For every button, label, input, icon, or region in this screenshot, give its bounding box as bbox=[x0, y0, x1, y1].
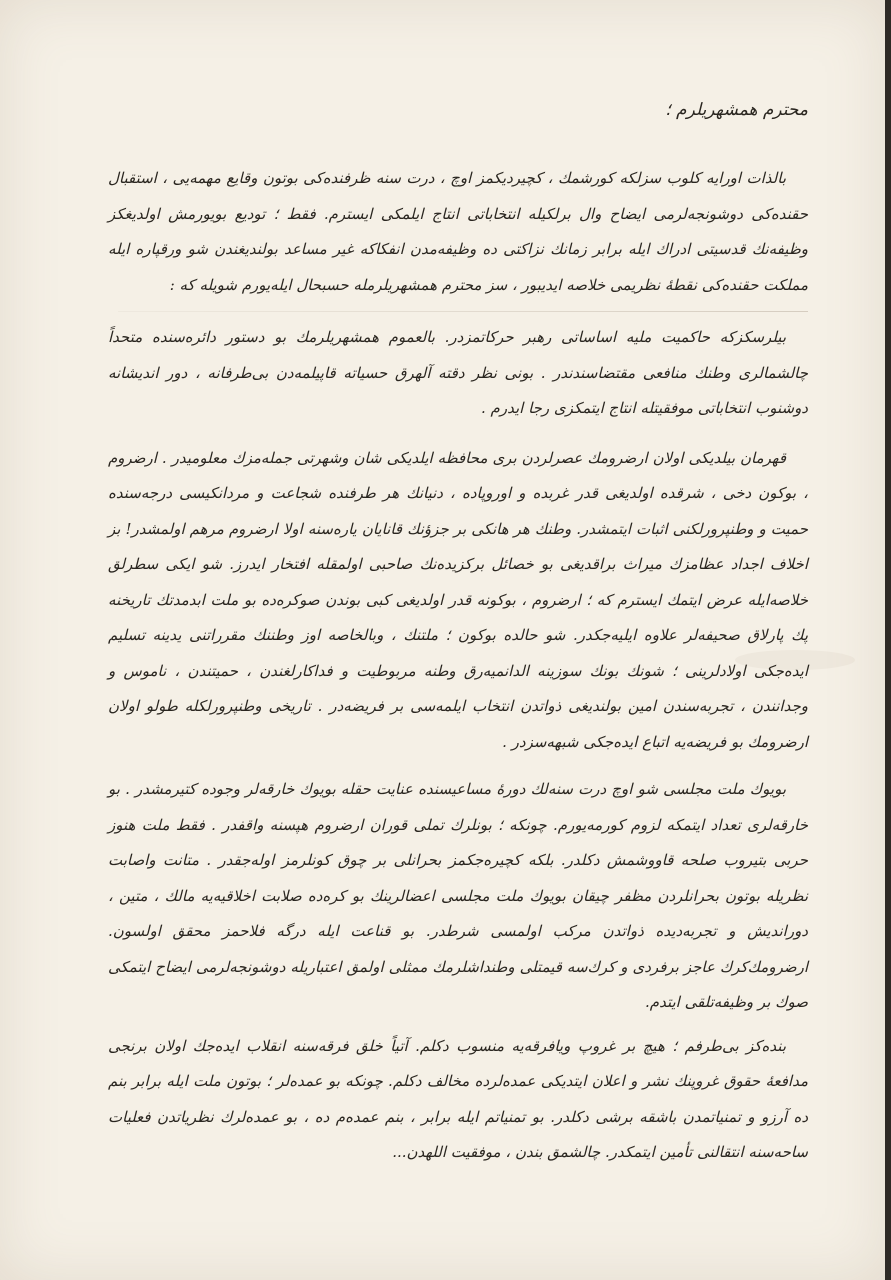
salutation: محترم همشهریلرم ؛ bbox=[665, 100, 808, 120]
paragraph-5: بنده‌كز بی‌طرفم ؛ هیچ بر غروپ ویافرقه‌یه منسوب دكلم. آتیاً خلق فرقه‌سنه انقلاب ایده‌جك اولان برنجی مدافعهٔ حقوق غروپنك نشر و اعلان ایتدیكی عمده‌لرده مخالف دكلم. چونكه بو عمده‌لر ؛ بوتون ملت ایله برابر بنم ده آرزو و تمنیاتمدن باشقه برشی دكلدر. بو تمنیاتم ایله برابر ، بنم عمده‌م ده ، بو عمده‌لرك نظریاتدن فعلیات ساحه‌سنه انتقالنی تأمین ایتمكدر. چالشمق بندن ، موفقیت اللهدن... bbox=[108, 1036, 808, 1161]
paragraph-4: بویوك ملت مجلسی شو اوچ درت سنه‌لك دورهٔ مساعیسنده عنایت حقله بویوك خارقه‌لر وجوده كتیرمشدر . بو خارقه‌لری تعداد ایتمكه لزوم كورمه‌یورم. چونكه ؛ بونلرك تملی قوران ارضروم هپسنه واقفدر . فقط ملت هنوز حربی بتیروب صلحه قاووشمش دكلدر. بلكه كچیره‌جكمز بحرانلی بر چوق كونلرمز اوله‌جقدر . متانت واصابت نظریله بوتون بحرانلردن مظفر چیقان بویوك ملت مجلسی اعضالرینك بو كره‌ده صلابت اخلاقیه‌یه مالك ، متین ، دوراندیش و تجربه‌دیده ذواتدن مركب اولمسی شرطدر. بو قناعت ایله درگه فلاحمز محقق اولسون. ارضرومك‌كرك عاجز برفردی و كرك‌سه قیمتلی وطنداشلرمك ممثلی اولمق اعتباریله دوشونجه‌لرمی ایضاح ایتمكی صوك بر وظیفه‌تلقی ایتدم. bbox=[108, 780, 808, 1011]
paragraph-1: بالذات اورایه كلوب سزلكه كورشمك ، كچیردیكمز اوچ ، درت سنه ظرفنده‌كی بوتون وقایع مهمه‌یی ، استقبال حقنده‌كی دوشونجه‌لرمی ایضاح وال برلكیله انتخاباتی انتاج ایلمكی ایسترم. فقط ؛ تودیع بویورمش اولدیغكز وظیفه‌نك قدسیتی ادراك ایله برابر زمانك نزاكتی ده وظیفه‌مدن انفكاكه غیر مساعد بولندیغندن شو ورقپاره ایله مملكت حقنده‌كی نقطهٔ نظریمی خلاصه ایدیبور ، سز محترم همشهریلرمله حسبحال ایله‌یورم شویله كه : bbox=[108, 169, 808, 294]
fold-line bbox=[118, 311, 808, 312]
scan-edge bbox=[885, 0, 891, 1280]
letter-body bbox=[108, 95, 808, 1171]
paragraph-2: بیلرسكزكه حاكمیت ملیه اساساتی رهبر حركاتمزدر. بالعموم همشهریلرمك بو دستور دائره‌سنده متحداً چالشمالری وطنك منافعی مقتضاسندندر . بونی نظر دقته آلهرق حسیاته قاپیلمه‌دن بی‌طرفانه ، دور اندیشانه دوشنوب انتخاباتی موفقیتله انتاج ایتمكزی رجا ایدرم . bbox=[108, 328, 808, 417]
paragraph-3: قهرمان بیلدیكی اولان ارضرومك عصرلردن بری محافظه ایلدیكی شان وشهرتی جمله‌مزك معلومیدر . ارضروم ، بوكون دخی ، شرقده اولدیغی قدر غربده و اوروپاده ، دنیانك هر طرفنده شجاعت و مردانكیسی درجه‌سنده حمیت و وطنپرورلكنی اثبات ایتمشدر. وطنك هر هانكی بر جزؤنك قانایان یاره‌سنه اولا ارضروم مرهم اولمشدر! بز اخلاف اجداد عظامزك میراث براقدیغی بو خصائل بركزیده‌نك صاحبی اولمقله افتخار ایدرز. شو ایكی سطرلق خلاصه‌ایله عرض ایتمك ایسترم كه ؛ ارضروم ، بوكونه قدر اولدیغی كبی بوندن صوكره‌ده بو ملت ابدمدتك تاریخنه پك پارلاق صحیفه‌لر علاوه ایلیه‌جكدر. شو حالده بوكون ؛ ملتنك ، وبالخاصه اوز وطننك مقرراتنی یدینه تسلیم ایده‌جكی اولادلرینی ؛ شونك بونك سوزینه الدانمیه‌رق وطنه مربوطیت و فداكارلغندن ، حمیتندن ، ناموس و وجدانندن ، تجربه‌سندن امین بولندیغی ذواتدن انتخاب ایلمه‌سی بر فریضه‌در . تاریخی وطنپرورلكله طولو اولان ارضرومك بو فریضه‌یه اتباع ایده‌جكی شبهه‌سزدر . bbox=[108, 448, 808, 751]
